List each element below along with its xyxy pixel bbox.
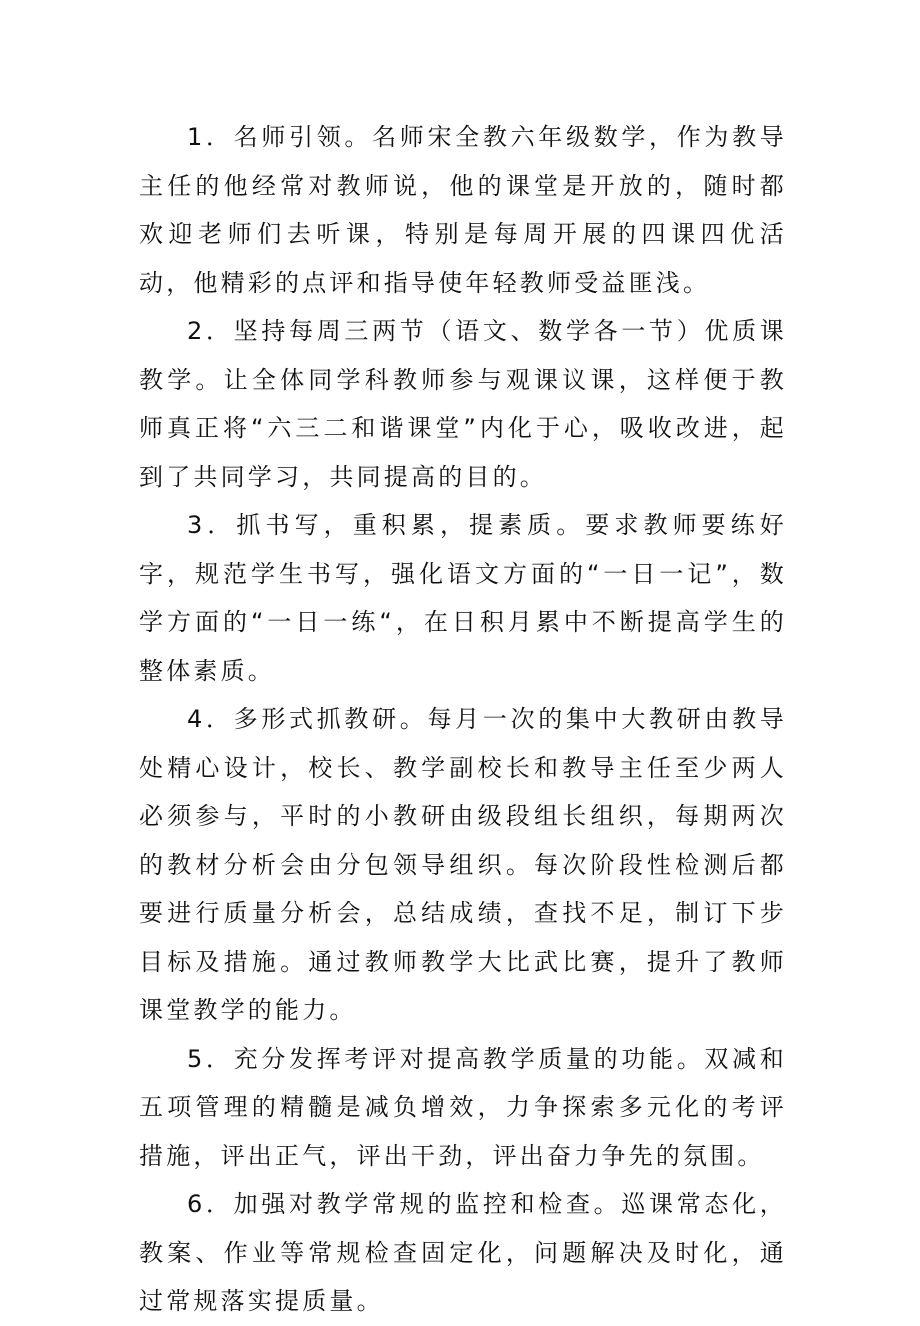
paragraph-1: 1．名师引领。名师宋全教六年级数学，作为教导主任的他经常对教师说，他的课堂是开放的，随时都欢迎老师们去听课，特别是每周开展的四课四优活动，他精彩的点评和指导使年轻教师受益匪浅。 [139, 123, 787, 297]
paragraph-2: 2．坚持每周三两节（语文、数学各一节）优质课教学。让全体同学科教师参与观课议课，这样便于教师真正将“六三二和谐课堂”内化于心，吸收改进，起到了共同学习，共同提高的目的。 [139, 317, 787, 491]
document-body [139, 113, 787, 1326]
paragraph-6: 6．加强对教学常规的监控和检查。巡课常态化，教案、作业等常规检查固定化，问题解决及时化，通过常规落实提质量。 [139, 1190, 787, 1315]
paragraph-3: 3．抓书写，重积累，提素质。要求教师要练好字，规范学生书写，强化语文方面的“一日一记”，数学方面的“一日一练“，在日积月累中不断提高学生的整体素质。 [139, 511, 787, 685]
paragraph-5: 5．充分发挥考评对提高教学质量的功能。双减和五项管理的精髓是减负增效，力争探索多元化的考评措施，评出正气，评出干劲，评出奋力争先的氛围。 [139, 1044, 787, 1170]
paragraph-4: 4．多形式抓教研。每月一次的集中大教研由教导处精心设计，校长、教学副校长和教导主任至少两人必须参与，平时的小教研由级段组长组织，每期两次的教材分析会由分包领导组织。每次阶段性检测后都要进行质量分析会，总结成绩，查找不足，制订下步目标及措施。通过教师教学大比武比赛，提升了教师课堂教学的能力。 [139, 705, 787, 1024]
